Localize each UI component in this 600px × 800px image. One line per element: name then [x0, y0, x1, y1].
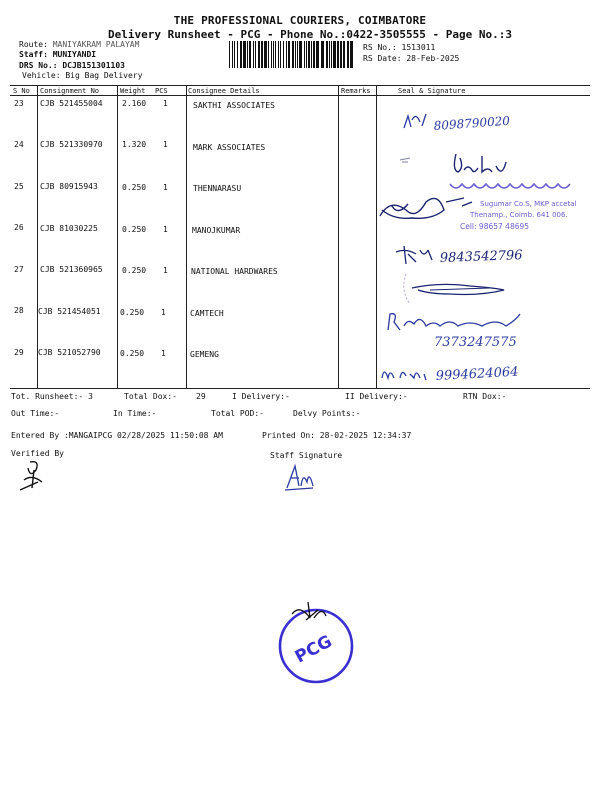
in-time: In Time:- [113, 409, 157, 418]
barcode-bar [275, 41, 276, 68]
barcode-bar [249, 41, 251, 68]
rs-date-value: 28-Feb-2025 [406, 54, 460, 63]
rs-no-label: RS No.: [363, 43, 397, 52]
barcode-bar [253, 41, 254, 68]
ii-delivery: II Delivery:- [345, 392, 408, 401]
barcode-bar [306, 41, 307, 68]
barcode [228, 41, 356, 68]
svg-text:Sugumar Co.S, MKP accetal: Sugumar Co.S, MKP accetal [480, 200, 577, 208]
row-25-consignee: THENNARASU [193, 184, 242, 193]
col-header-sno: S No [13, 87, 30, 95]
col-header-pcs: PCS [155, 87, 168, 95]
row-24-weight: 1.320 [122, 140, 147, 149]
vehicle-row [22, 71, 142, 80]
row-26-signature [394, 240, 574, 270]
row-28-weight: 0.250 [120, 308, 145, 317]
barcode-bar [321, 41, 324, 68]
row-24-pcs: 1 [163, 140, 168, 149]
rs-date-row [363, 54, 459, 63]
barcode-bar [232, 41, 233, 68]
barcode-bar [331, 41, 332, 68]
row-27-weight: 0.250 [122, 266, 147, 275]
col-divider-3 [186, 85, 187, 388]
verified-by-signature [16, 458, 56, 494]
row-28-sno: 28 [14, 306, 24, 315]
tot-runsheet: Tot. Runsheet:- 3 [11, 392, 93, 401]
col-header-seal: Seal & Signature [398, 87, 466, 95]
col-divider-2 [117, 85, 118, 388]
company-title: THE PROFESSIONAL COURIERS, COIMBATORE [173, 14, 427, 27]
rs-no-value: 1513011 [401, 43, 436, 52]
row-26-consignment: CJB 81030225 [40, 224, 98, 233]
row-23-weight: 2.160 [122, 99, 147, 108]
route-row [19, 40, 139, 49]
barcode-bar [247, 41, 248, 68]
row-27-pcs: 1 [163, 266, 168, 275]
barcode-bar [258, 41, 260, 68]
pcg-seal [270, 600, 370, 690]
barcode-bar [237, 41, 238, 68]
row-29-weight: 0.250 [120, 349, 145, 358]
row-23-pcs: 1 [163, 99, 168, 108]
barcode-bar [333, 41, 336, 68]
barcode-bar [308, 41, 310, 68]
i-delivery: I Delivery:- [232, 392, 290, 401]
out-time: Out Time:- [11, 409, 60, 418]
total-pod: Total POD:- [211, 409, 264, 418]
barcode-bar [326, 41, 328, 68]
staff-signature-label: Staff Signature [270, 451, 343, 460]
barcode-bar [283, 41, 284, 68]
verified-by-label: Verified By [11, 449, 64, 458]
row-29-signature [376, 356, 596, 388]
total-dox-value: 29 [196, 392, 206, 401]
barcode-bar [286, 41, 287, 68]
row-29-consignee: GEMENG [190, 350, 219, 359]
row-26-sno: 26 [14, 223, 24, 232]
row-24-signature [398, 148, 518, 182]
staff-label: Staff: [19, 50, 48, 59]
barcode-bar [234, 41, 235, 68]
barcode-bar [292, 41, 294, 68]
barcode-bar [313, 41, 315, 68]
drs-label: DRS No.: [19, 61, 58, 70]
col-divider-4 [338, 85, 339, 388]
svg-text:Thenamp., Coimb. 641 006.: Thenamp., Coimb. 641 006. [470, 211, 568, 219]
row-24-sno: 24 [14, 140, 24, 149]
barcode-bar [261, 41, 263, 68]
row-24-consignee: MARK ASSOCIATES [193, 143, 266, 152]
runsheet-title: Delivery Runsheet - PCG - Phone No.:0422-3505555 - Page No.:3 [108, 28, 512, 41]
table-bottom-rule [10, 388, 590, 389]
barcode-bar [316, 41, 319, 68]
drs-value: DCJB151301103 [62, 61, 125, 70]
svg-text:8098790020: 8098790020 [433, 113, 511, 133]
printed-on: Printed On: 28-02-2025 12:34:37 [262, 431, 412, 440]
barcode-bar [337, 41, 339, 68]
row-26-weight: 0.250 [122, 225, 147, 234]
barcode-bar [271, 41, 272, 68]
row-28-consignee: CAMTECH [190, 309, 224, 318]
route-label: Route: [19, 40, 48, 49]
row-26-consignee: MANOJKUMAR [192, 226, 241, 235]
col-header-weight: Weight [120, 87, 146, 95]
barcode-bar [343, 41, 345, 68]
row-25-sno: 25 [14, 182, 24, 191]
barcode-bar [304, 41, 305, 68]
row-27-consignee: NATIONAL HARDWARES [191, 267, 278, 276]
barcode-bar [329, 41, 330, 68]
barcode-bar [340, 41, 342, 68]
rtn-dox: RTN Dox:- [463, 392, 507, 401]
barcode-bar [295, 41, 296, 68]
row-29-consignment: CJB 521052790 [38, 348, 101, 357]
barcode-bar [280, 41, 281, 68]
row-26-pcs: 1 [163, 225, 168, 234]
row-29-sno: 29 [14, 348, 24, 357]
barcode-bar [268, 41, 269, 68]
barcode-bar [243, 41, 246, 68]
svg-text:Cell: 98657 48695: Cell: 98657 48695 [460, 222, 530, 231]
drs-row [19, 61, 125, 70]
staff-value: MUNIYANDI [52, 50, 97, 59]
barcode-bar [278, 41, 279, 68]
barcode-bar [240, 41, 242, 68]
barcode-bar [347, 41, 349, 68]
svg-text:7373247575: 7373247575 [434, 335, 517, 350]
rs-no-row [363, 43, 435, 52]
barcode-bar [273, 41, 274, 68]
row-23-consignee: SAKTHI ASSOCIATES [193, 101, 275, 110]
barcode-bar [299, 41, 302, 68]
col-header-remarks: Remarks [341, 87, 371, 95]
row-28-signature [384, 306, 564, 352]
svg-text:9994624064: 9994624064 [435, 364, 519, 384]
row-29-pcs: 1 [161, 349, 166, 358]
vehicle-label: Vehicle: [22, 71, 61, 80]
row-28-pcs: 1 [161, 308, 166, 317]
table-header-rule [10, 95, 590, 96]
entered-by: Entered By :MANGAIPCG 02/28/2025 11:50:08 AM [11, 431, 223, 440]
delvy-points: Delvy Points:- [293, 409, 361, 418]
table-top-rule [10, 85, 590, 86]
row-23-consignment: CJB 521455004 [40, 99, 103, 108]
row-24-consignment: CJB 521330970 [40, 140, 103, 149]
row-25-weight: 0.250 [122, 183, 147, 192]
barcode-bar [288, 41, 290, 68]
barcode-bar [229, 41, 230, 68]
row-23-signature [400, 108, 540, 138]
barcode-bar [350, 41, 353, 68]
rs-date-label: RS Date: [363, 54, 402, 63]
row-27-sno: 27 [14, 265, 24, 274]
barcode-bar [297, 41, 298, 68]
total-dox-label: Total Dox:- [124, 392, 177, 401]
route-value: MANIYAKRAM PALAYAM [52, 40, 140, 49]
barcode-bar [264, 41, 267, 68]
pcg-seal-text: PCG [291, 631, 336, 668]
row-27-consignment: CJB 521360965 [40, 265, 103, 274]
col-header-consignee: Consignee Details [188, 87, 260, 95]
barcode-bar [311, 41, 312, 68]
col-header-consignment: Consignment No [40, 87, 100, 95]
row-25-consignment: CJB 80915943 [40, 182, 98, 191]
barcode-bar [255, 41, 256, 68]
vehicle-value: Big Bag Delivery [65, 71, 143, 80]
row-28-consignment: CJB 521454051 [38, 307, 101, 316]
svg-text:9843542796: 9843542796 [439, 248, 523, 266]
row-23-sno: 23 [14, 99, 24, 108]
row-25-pcs: 1 [163, 183, 168, 192]
col-divider-1 [37, 85, 38, 388]
staff-signature-mark [283, 462, 317, 494]
staff-row [19, 50, 96, 59]
